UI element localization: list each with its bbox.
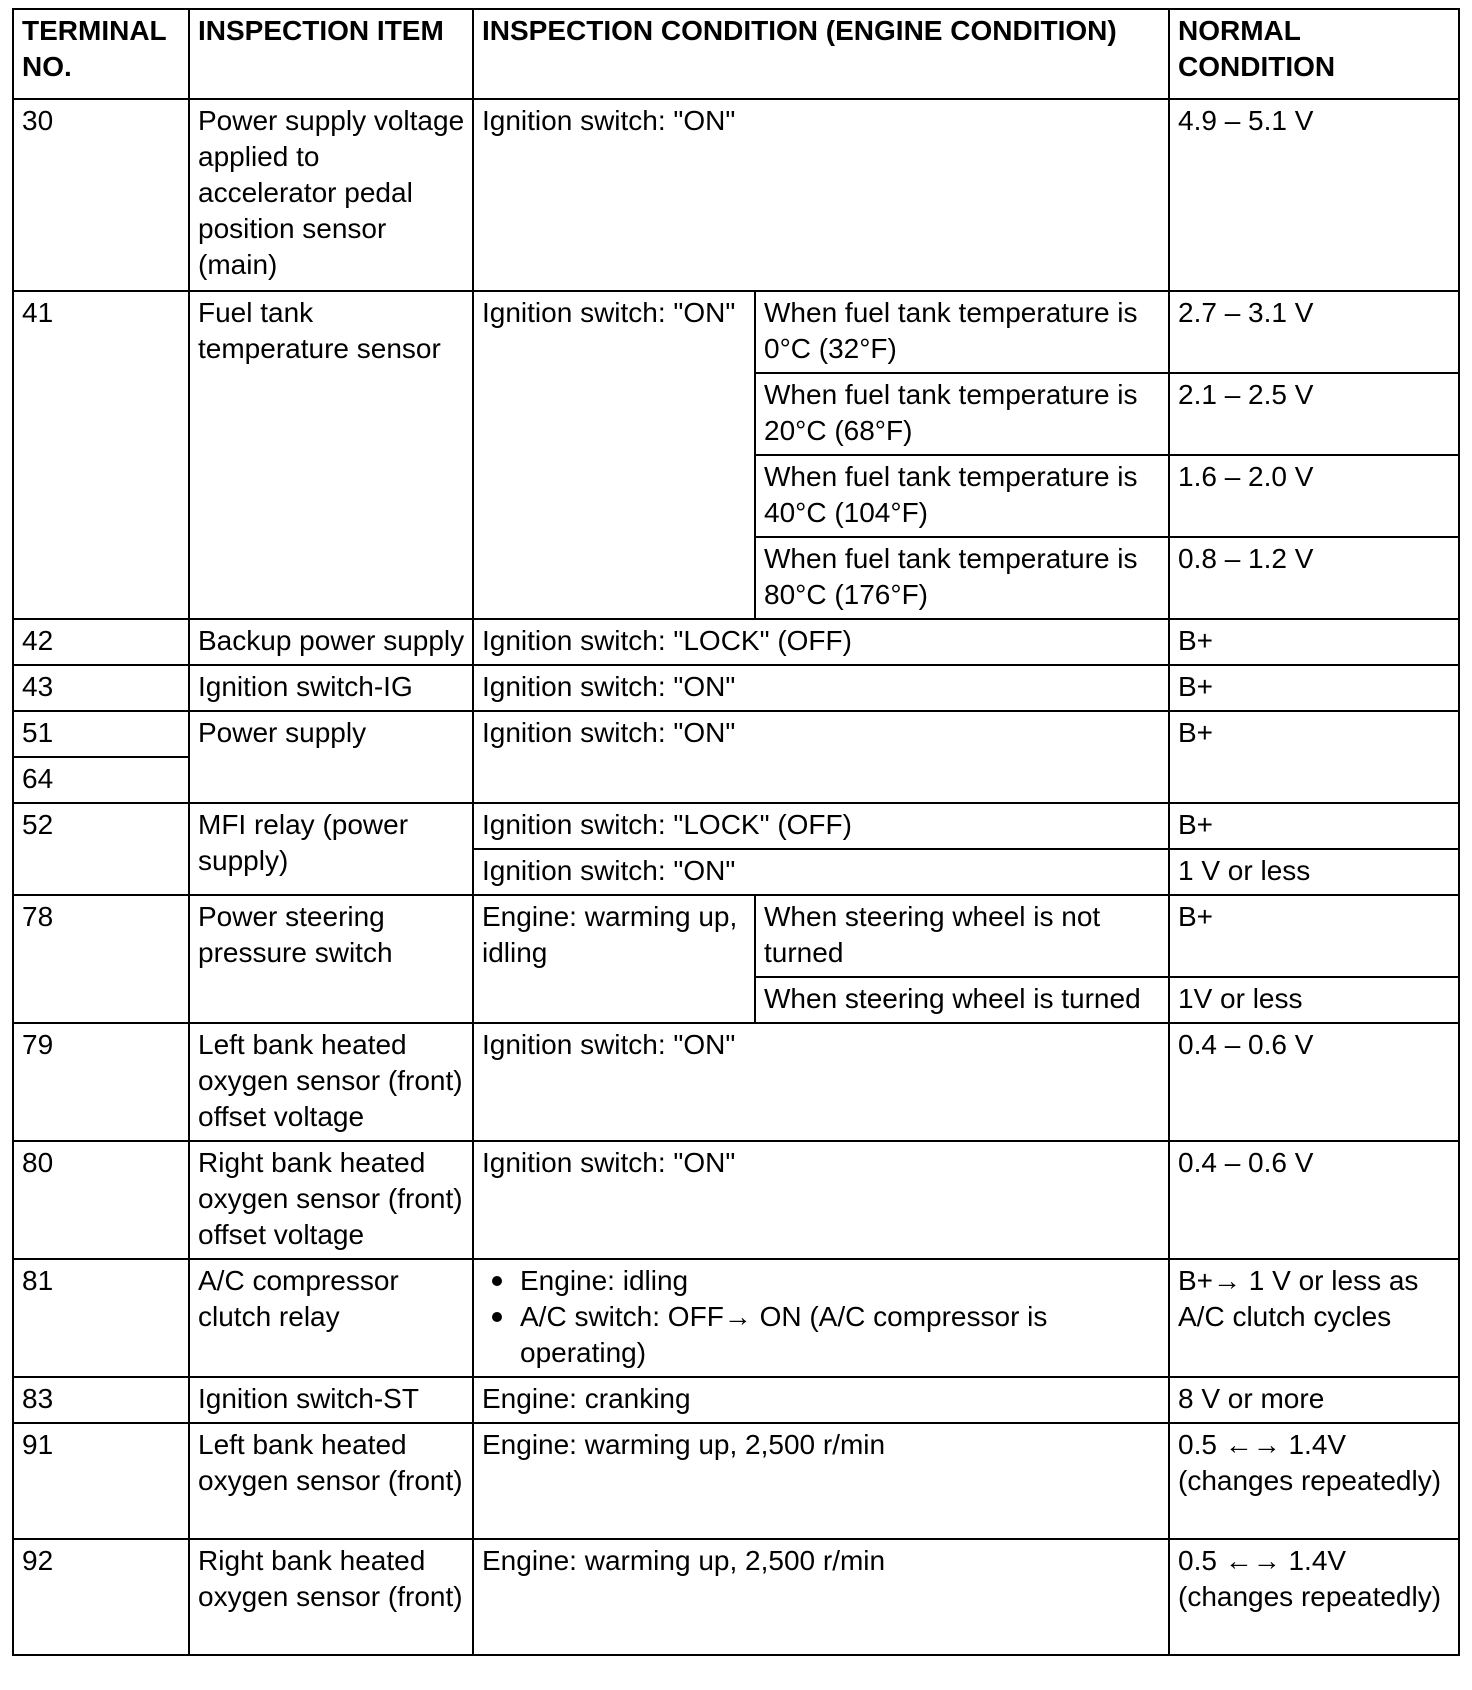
inspection-item: Power steering pressure switch [189,895,473,1023]
header-row [13,9,1459,99]
sub-condition: When fuel tank temperature is 80°C (176°F) [755,537,1169,619]
normal-condition: 0.4 – 0.6 V [1169,1023,1459,1141]
table-row [13,895,1459,977]
header-normal-condition: NORMAL CONDITION [1169,9,1459,99]
inspection-condition: Engine: cranking [473,1377,1169,1423]
terminal-no: 92 [13,1539,189,1655]
sub-condition: When steering wheel is not turned [755,895,1169,977]
table-row [13,1259,1459,1377]
normal-condition: B+ [1169,665,1459,711]
normal-condition: 0.8 – 1.2 V [1169,537,1459,619]
normal-condition: 0.4 – 0.6 V [1169,1141,1459,1259]
normal-condition: 2.1 – 2.5 V [1169,373,1459,455]
inspection-item: Ignition switch-IG [189,665,473,711]
bullet-dot-icon [492,1312,502,1322]
normal-condition: 8 V or more [1169,1377,1459,1423]
inspection-condition: Ignition switch: "ON" [473,291,755,619]
inspection-condition: Engine: warming up, 2,500 r/min [473,1423,1169,1539]
sub-condition: When fuel tank temperature is 0°C (32°F) [755,291,1169,373]
terminal-no: 83 [13,1377,189,1423]
table-row [13,291,1459,373]
terminal-no: 81 [13,1259,189,1377]
table-row [13,1141,1459,1259]
inspection-condition: Ignition switch: "LOCK" (OFF) [473,619,1169,665]
terminal-no: 30 [13,99,189,291]
inspection-item: MFI relay (power supply) [189,803,473,895]
terminal-no: 52 [13,803,189,895]
terminal-no: 78 [13,895,189,1023]
table-row [13,1377,1459,1423]
sub-condition: When fuel tank temperature is 20°C (68°F) [755,373,1169,455]
normal-condition: B+ [1169,803,1459,849]
sub-condition: When steering wheel is turned [755,977,1169,1023]
normal-condition: 0.5 ←→ 1.4V (changes repeatedly) [1169,1423,1459,1539]
table-row [13,803,1459,849]
inspection-item: Right bank heated oxygen sensor (front) offset voltage [189,1141,473,1259]
bullet-text: A/C switch: OFF→ ON (A/C compressor is operating) [520,1301,1048,1368]
normal-condition: 0.5 ←→ 1.4V (changes repeatedly) [1169,1539,1459,1655]
inspection-item: Right bank heated oxygen sensor (front) [189,1539,473,1655]
header-terminal-no: TERMINAL NO. [13,9,189,99]
table-row [13,1023,1459,1141]
normal-condition: 1V or less [1169,977,1459,1023]
inspection-table [12,8,1460,1656]
inspection-condition: Ignition switch: "LOCK" (OFF) [473,803,1169,849]
bullet-list [482,1263,1161,1371]
inspection-item: Ignition switch-ST [189,1377,473,1423]
terminal-no: 91 [13,1423,189,1539]
terminal-no: 42 [13,619,189,665]
inspection-condition: Ignition switch: "ON" [473,711,1169,803]
sub-condition: When fuel tank temperature is 40°C (104°F) [755,455,1169,537]
normal-condition: B+ [1169,895,1459,977]
inspection-item: Power supply voltage applied to accelerator pedal position sensor (main) [189,99,473,291]
terminal-no: 41 [13,291,189,619]
inspection-item: Fuel tank temperature sensor [189,291,473,619]
table-row [13,99,1459,291]
bullet-item [482,1263,1161,1299]
inspection-item: Left bank heated oxygen sensor (front) offset voltage [189,1023,473,1141]
normal-condition: 1 V or less [1169,849,1459,895]
terminal-no: 51 [13,711,189,757]
inspection-item: Power supply [189,711,473,803]
inspection-condition: Ignition switch: "ON" [473,99,1169,291]
terminal-no: 43 [13,665,189,711]
inspection-condition: Engine: warming up, idling [473,895,755,1023]
normal-condition: B+ [1169,711,1459,803]
terminal-no: 64 [13,757,189,803]
header-inspection-item: INSPECTION ITEM [189,9,473,99]
table-row [13,1423,1459,1539]
inspection-item: Left bank heated oxygen sensor (front) [189,1423,473,1539]
header-inspection-condition: INSPECTION CONDITION (ENGINE CONDITION) [473,9,1169,99]
normal-condition: B+→ 1 V or less as A/C clutch cycles [1169,1259,1459,1377]
inspection-condition [473,1259,1169,1377]
inspection-condition: Ignition switch: "ON" [473,849,1169,895]
bullet-text: Engine: idling [520,1265,689,1296]
inspection-condition: Engine: warming up, 2,500 r/min [473,1539,1169,1655]
bullet-dot-icon [492,1276,502,1286]
normal-condition: B+ [1169,619,1459,665]
inspection-condition: Ignition switch: "ON" [473,1023,1169,1141]
inspection-item: A/C compressor clutch relay [189,1259,473,1377]
terminal-no: 79 [13,1023,189,1141]
normal-condition: 4.9 – 5.1 V [1169,99,1459,291]
normal-condition: 2.7 – 3.1 V [1169,291,1459,373]
terminal-no: 80 [13,1141,189,1259]
normal-condition: 1.6 – 2.0 V [1169,455,1459,537]
table-row [13,665,1459,711]
table-row [13,1539,1459,1655]
inspection-condition: Ignition switch: "ON" [473,1141,1169,1259]
inspection-item: Backup power supply [189,619,473,665]
bullet-item [482,1299,1161,1371]
table-row [13,619,1459,665]
inspection-condition: Ignition switch: "ON" [473,665,1169,711]
table-row [13,711,1459,757]
